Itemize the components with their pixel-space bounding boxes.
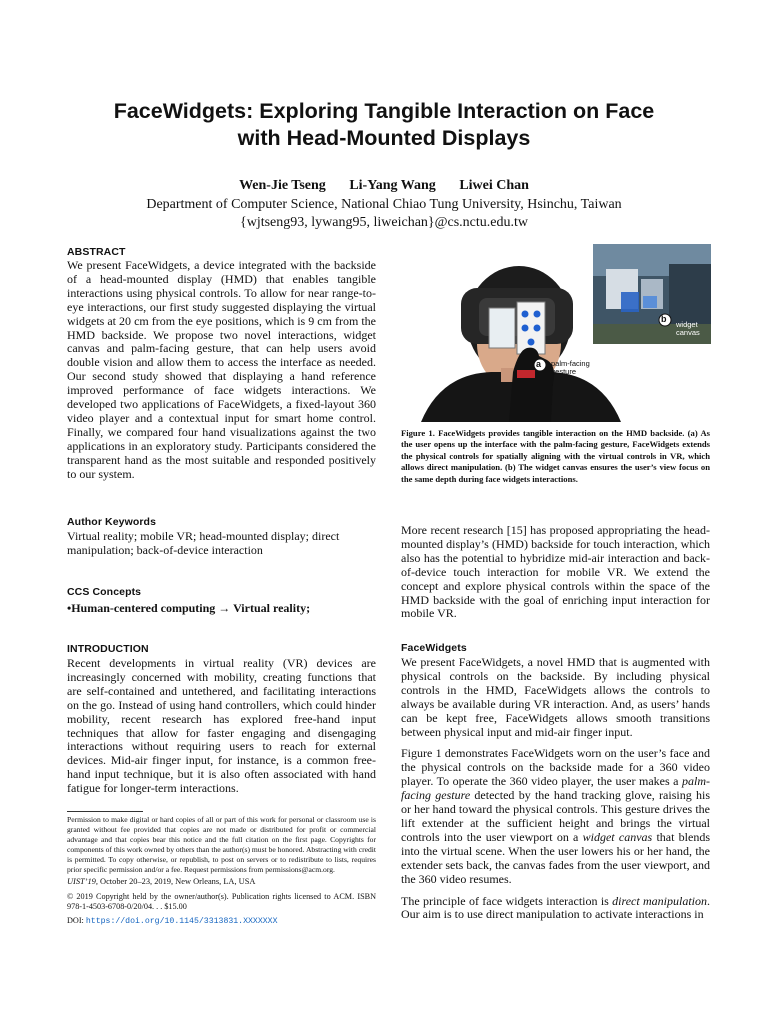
para-2-emphasis-canvas: widget canvas: [582, 829, 653, 844]
facewidgets-para-2: [401, 747, 710, 886]
physical-controls-panel: [517, 302, 545, 354]
keywords-section: [67, 516, 376, 558]
doi-label: DOI:: [67, 916, 84, 926]
author-1: Wen-Jie Tseng: [239, 178, 326, 193]
label-b-text-line-2: canvas: [676, 328, 700, 337]
facewidgets-section: [401, 642, 710, 922]
ccs-section: [67, 586, 376, 616]
right-intro-block: [401, 524, 710, 621]
figure-1-image: [401, 244, 711, 422]
para-3-text-b: . Our aim is to use direct manipulation to activate interactions in: [401, 893, 711, 922]
permission-block: [67, 815, 376, 927]
footnote-rule: [67, 811, 143, 812]
paper-title: [60, 98, 708, 152]
label-a-text-line-1: palm-facing: [551, 359, 590, 368]
title-line-2: with Head-Mounted Displays: [237, 126, 531, 150]
doi-link[interactable]: https://doi.org/10.1145/3313831.XXXXXXX: [85, 917, 278, 927]
label-a-text-line-2: gesture: [551, 367, 577, 376]
para-2-text-c: that blends into the virtual scene. When the user lowers his or her hand, the extender sets back, the canvas fades from the user viewport, and the 360 video resumes.: [401, 829, 711, 886]
affiliation: Department of Computer Science, National Chiao Tung University, Hsinchu, Taiwan: [146, 197, 622, 212]
facewidgets-para-1: We present FaceWidgets, a novel HMD that is augmented with physical controls on the backside. By including physical controls in the HMD, FaceWidgets allows the controls to always be available during VR interaction. And, as users’ hands can be kept free, FaceWidgets allows smooth transitions between physical input and mid-air finger input.: [401, 655, 710, 739]
abstract-heading: ABSTRACT: [67, 246, 126, 258]
label-b-text: [676, 321, 700, 337]
abstract-text: We present FaceWidgets, a device integrated with the backside of a head-mounted display (HMD) that enables tangible interactions using physical controls. To allow for near range-to-eye interactions, our first study suggested displaying the virtual widgets at 20 cm from the eye positions, which is 9 cm from the HMD backside. We propose two novel interactions, widget canvas and palm-facing gesture, that can help users avoid double vision and allow them to access the interface as needed. Our second study showed that displaying a hand reference improved performance of face widgets interactions. We developed two applications of FaceWidgets, a fixed-layout 360 video player and a contextual input for smart home control. Finally, we compared four hand visualizations against the two applications in an exploratory study. Participants considered the transparent hand as the most suitable and responded positively to our system.: [67, 258, 376, 481]
para-3-text-a: The principle of face widgets interaction is: [401, 893, 613, 908]
figure-1-caption-block: [401, 428, 710, 485]
title-line-1: FaceWidgets: Exploring Tangible Interaction on Face: [113, 99, 655, 123]
label-a: a: [536, 359, 542, 369]
label-b-text-line-1: widget: [676, 320, 698, 329]
author-2: Li-Yang Wang: [349, 178, 436, 193]
author-list: [60, 178, 708, 194]
introduction-section: [67, 643, 376, 796]
venue-detail: October 20–23, 2019, New Orleans, LA, USA: [100, 877, 256, 887]
figure-photo: [401, 244, 711, 422]
author-emails: {wjtseng93, lywang95, liweichan}@cs.nctu.edu.tw: [240, 215, 528, 230]
keywords-heading: Author Keywords: [67, 516, 157, 528]
ccs-heading: CCS Concepts: [67, 586, 142, 598]
affiliation-block: [60, 196, 708, 232]
introduction-text: Recent developments in virtual reality (VR) devices are increasingly concerned with mobility, creating functions that are self-contained and untethered, and facilitating interactions on the go. Instead of using hand controllers, which could hinder mobility, recent research has explored free-hand input techniques that allow for faster engaging and disengaging interactions without requiring users to reach for external devices. Mid-air finger input, for instance, is a common free-hand input technique, but it is also often associated with hand fatigue for longer-term interactions.: [67, 656, 376, 796]
label-b: b: [661, 314, 667, 324]
copyright-text: © 2019 Copyright held by the owner/author(s). Publication rights licensed to ACM. ISBN 978-1-4503-6708-0/20/04. . . $15.00: [67, 892, 376, 912]
para-2-text-a: Figure 1 demonstrates FaceWidgets worn on the user’s face and the physical controls on the backside made for a 360 video player. To operate the 360 video player, the user makes a: [401, 746, 710, 789]
right-intro-text: More recent research [15] has proposed appropriating the head-mounted display’s (HMD) backside for touch interaction, which also has the potential to hybridize mid-air interaction and back-of-device touch interaction for mobile VR. We extend the concept and explore physical controls within the space of the HMD backside with the goal of enriching input interaction for mobile VR.: [401, 523, 710, 621]
label-a-text: [551, 360, 590, 376]
para-2-emphasis-palm: palm-facing gesture: [401, 774, 710, 803]
para-3-emphasis: direct manipulation: [612, 893, 708, 908]
introduction-heading: INTRODUCTION: [67, 643, 149, 655]
ccs-text: •Human-centered computing → Virtual reality;: [67, 601, 311, 615]
venue-name: UIST’19,: [67, 877, 98, 887]
abstract-section: [67, 246, 376, 482]
permission-text: Permission to make digital or hard copies of all or part of this work for personal or classroom use is granted without fee provided that copies are not made or distributed for profit or commercial advantage and that copies bear this notice and the full citation on the first page. Copyrights for components of this work owned by others than the author(s) must be honored. Abstracting with credit is permitted. To copy otherwise, or republish, to post on servers or to redistribute to lists, requires prior specific permission and/or a fee. Request permissions from permissions@acm.org.: [67, 815, 376, 874]
facewidgets-heading: FaceWidgets: [401, 642, 467, 654]
figure-1-caption: Figure 1. FaceWidgets provides tangible interaction on the HMD backside. (a) As the user opens up the interface with the palm-facing gesture, FaceWidgets extends the physical controls for spatially aligning with the virtual controls in VR, which allows direct manipulation. (b) The widget canvas ensures the user’s view focus on the same depth during face widgets interactions.: [401, 428, 710, 484]
keywords-text: Virtual reality; mobile VR; head-mounted display; direct manipulation; back-of-device interaction: [67, 529, 340, 557]
facewidgets-para-3: [401, 895, 710, 923]
para-2-text-b: detected by the hand tracking glove, raising his or her hand toward the physical controls. This gesture drives the lift extender at the sufficient height and brings the virtual controls into the user viewport on a: [401, 788, 710, 844]
author-3: Liwei Chan: [459, 178, 529, 193]
